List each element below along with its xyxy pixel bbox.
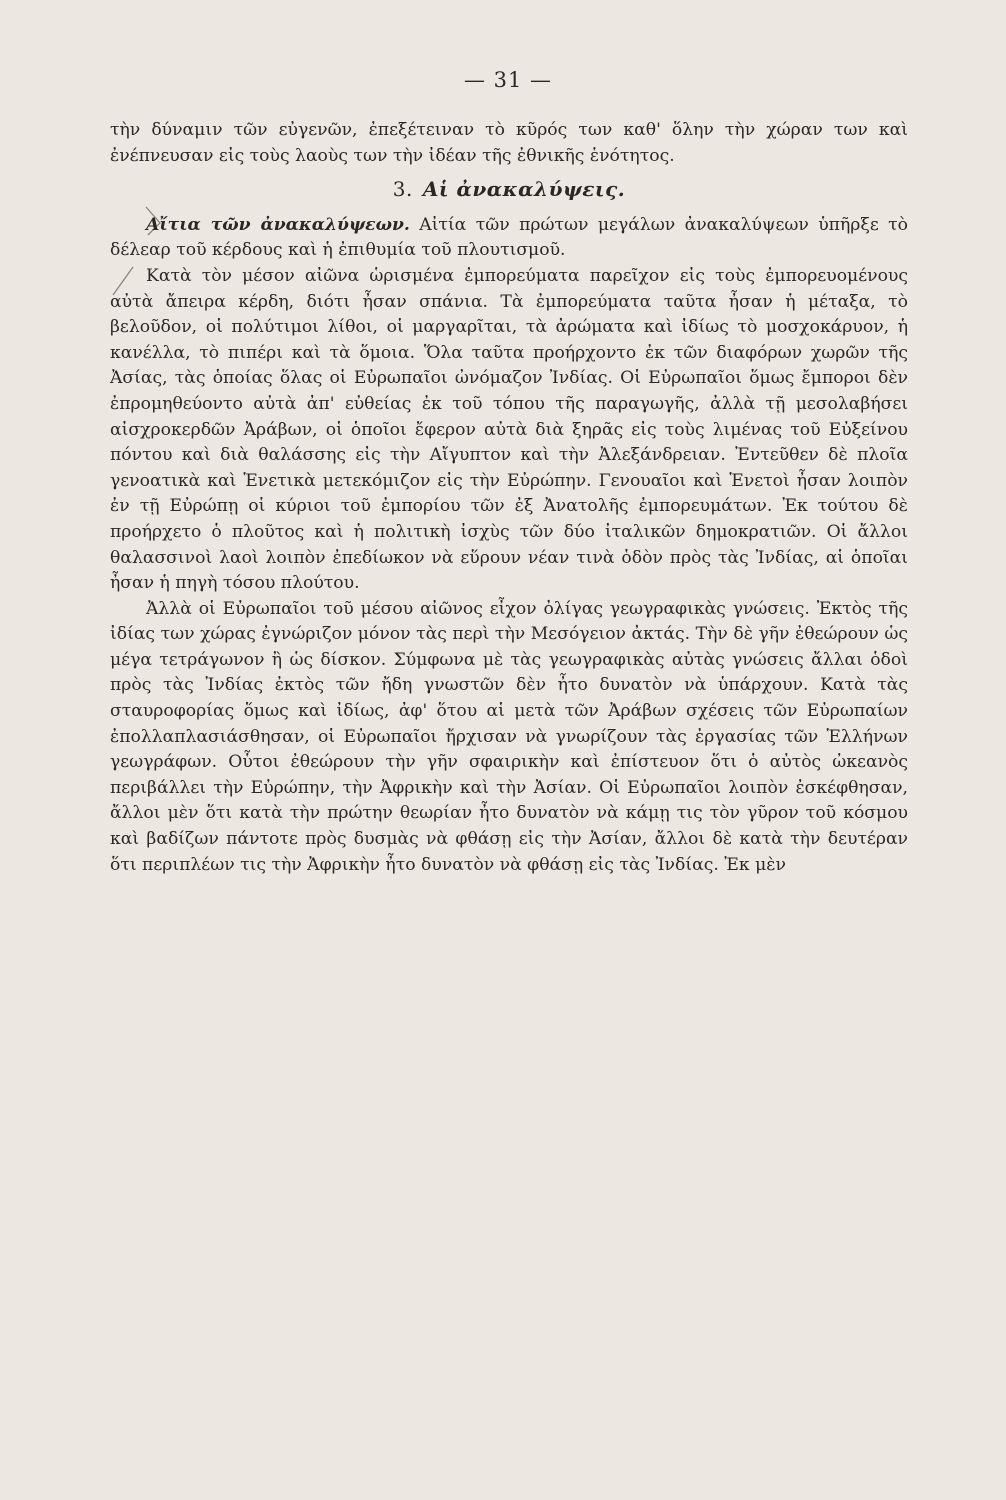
paragraph-geography: Ἀλλὰ οἱ Εὐρωπαῖοι τοῦ μέσου αἰῶνος εἶχον ὀλίγας γεωγραφικὰς γνώσεις. Ἐκτὸς τῆς ἰδίας των χώρας ἐγνώριζον μόνον τὰς περὶ τὴν Μεσόγειον ἀκτάς. Τὴν δὲ γῆν ἐθεώρουν ὡς μέγα τετράγωνον ἢ ὡς δίσκον. Σύμφωνα μὲ τὰς γεωγραφικὰς αὐτὰς γνώσεις ἄλλαι ὁδοὶ πρὸς τὰς Ἰνδίας ἐκτὸς τῶν ἤδη γνωστῶν δὲν ἦτο δυνατὸν νὰ ὑπάρχουν. Κατὰ τὰς σταυροφορίας ὅμως καὶ ἰδίως, ἀφ' ὅτου αἱ μετὰ τῶν Ἀράβων σχέσεις τῶν Εὐρωπαίων ἐπολλαπλασιάσθησαν, οἱ Εὐρωπαῖοι ἤρχισαν νὰ γνωρίζουν τὰς ἐργασίας τῶν Ἑλλήνων γεωγράφων. Οὗτοι ἐθεώρουν τὴν γῆν σφαιρικὴν καὶ ἐπίστευον ὅτι ὁ αὐτὸς ὠκεανὸς περιβάλλει τὴν Εὐρώπην, τὴν Ἀφρικὴν καὶ τὴν Ἀσίαν. Οἱ Εὐρωπαῖοι λοιπὸν ἐσκέφθησαν, ἄλλοι μὲν ὅτι κατὰ τὴν πρώτην θεωρίαν ἦτο δυνατὸν νὰ κάμῃ τις τὸν γῦρον τοῦ κόσμου καὶ βαδίζων πάντοτε πρὸς δυσμὰς νὰ φθάσῃ εἰς τὴν Ἀσίαν, ἄλλοι δὲ κατὰ τὴν δευτέραν ὅτι περιπλέων τις τὴν Ἀφρικὴν ἦτο δυνατὸν νὰ φθάσῃ εἰς τὰς Ἰνδίας. Ἐκ μὲν (110, 598, 908, 875)
section-heading (110, 177, 908, 203)
section-title: Αἱ ἀνακαλύψεις. (422, 177, 626, 202)
body-text (110, 118, 908, 878)
subheading-causes: Αἴτια τῶν ἀνακαλύψεων. (146, 214, 410, 235)
page-number: — 31 — (463, 68, 553, 92)
paragraph-trade: Κατὰ τὸν μέσον αἰῶνα ὡρισμένα ἐμπορεύματα παρεῖχον εἰς τοὺς ἐμπορευομένους αὐτὰ ἄπειρα κέρδη, διότι ἦσαν σπάνια. Τὰ ἐμπορεύματα ταῦτα ἦσαν ἡ μέταξα, τὸ βελοῦδον, οἱ πολύτιμοι λίθοι, οἱ μαργαρῖται, τὰ ἀρώματα καὶ ἰδίως τὸ μοσχοκάρυον, ἡ κανέλλα, τὸ πιπέρι καὶ τὰ ὅμοια. Ὅλα ταῦτα προήρχοντο ἐκ τῶν διαφόρων χωρῶν τῆς Ἀσίας, τὰς ὁποίας ὅλας οἱ Εὐρωπαῖοι ὠνόμαζον Ἰνδίας. Οἱ Εὐρωπαῖοι ὅμως ἔμποροι δὲν ἐπρομηθεύοντο αὐτὰ ἀπ' εὐθείας ἐκ τοῦ τόπου τῆς παραγωγῆς, ἀλλὰ τῇ μεσολαβήσει αἰσχροκερδῶν Ἀράβων, οἱ ὁποῖοι ἔφερον αὐτὰ διὰ ξηρᾶς εἰς τοὺς λιμένας τοῦ Εὐξείνου πόντου καὶ διὰ θαλάσσης εἰς τὴν Αἴγυπτον καὶ τὴν Ἀλεξάνδρειαν. Ἐντεῦθεν δὲ πλοῖα γενοατικὰ καὶ Ἑνετικὰ μετεκόμιζον εἰς τὴν Εὐρώπην. Γενουαῖοι καὶ Ἑνετοὶ ἦσαν λοιπὸν ἐν τῇ Εὐρώπῃ οἱ κύριοι τοῦ ἐμπορίου τῶν ἐξ Ἀνατολῆς ἐμπορευμάτων. Ἐκ τούτου δὲ προήρχετο ὁ πλοῦτος καὶ ἡ πολιτικὴ ἰσχὺς τῶν δύο ἰταλικῶν δημοκρατιῶν. Οἱ ἄλλοι θαλασσινοὶ λαοὶ λοιπὸν ἐπεδίωκον νὰ εὕρουν νέαν τινὰ ὁδὸν πρὸς τὰς Ἰνδίας, αἱ ὁποῖαι ἦσαν ἡ πηγὴ τόσου πλούτου. (110, 265, 908, 594)
paragraph-causes-text: Αἰτία τῶν πρώτων μεγάλων ἀνακαλύψεων ὑπῆρξε τὸ δέλεαρ τοῦ κέρδους καὶ ἡ ἐπιθυμία τοῦ πλουτισμοῦ. (110, 214, 909, 261)
paragraph-causes (110, 213, 908, 264)
section-number: 3. (392, 177, 413, 202)
intro-paragraph: τὴν δύναμιν τῶν εὐγενῶν, ἐπεξέτειναν τὸ κῦρός των καθ' ὅλην τὴν χώραν των καὶ ἐνέπνευσαν εἰς τοὺς λαοὺς των τὴν ἰδέαν τῆς ἐθνικῆς ἑνότητος. (110, 120, 908, 166)
